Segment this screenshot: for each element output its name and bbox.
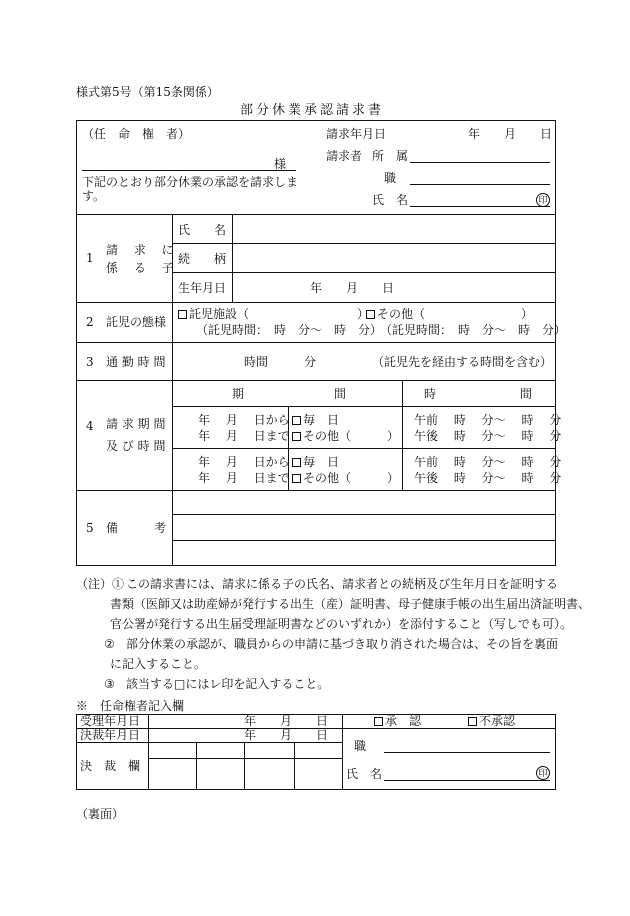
section-1-label-2: 係 る 子 — [106, 261, 180, 275]
section-3-label: 通 勤 時 間 — [106, 355, 166, 369]
divider — [244, 742, 245, 790]
period-to[interactable]: 年 月 日まで — [198, 429, 290, 443]
checkbox-icon[interactable] — [292, 432, 301, 441]
facility-label: 託児施設（ ） — [189, 307, 370, 321]
divider — [342, 714, 343, 790]
divider — [76, 742, 342, 743]
divider — [402, 380, 403, 490]
period-header-1: 期 — [232, 387, 245, 401]
time-header-2: 間 — [520, 387, 533, 401]
post-field[interactable] — [410, 184, 550, 185]
divider — [76, 214, 556, 215]
note-2-line-1: 部分休業の承認が、職員からの申請に基づき取り消された場合は、その旨を裏面 — [126, 637, 559, 651]
other-option[interactable] — [366, 308, 533, 320]
checkbox-icon[interactable] — [292, 458, 301, 467]
other-days-option[interactable] — [292, 430, 399, 442]
other-days-label: その他（ ） — [303, 429, 400, 443]
checkbox-icon[interactable] — [366, 310, 375, 319]
section-1-label-1: 請 求 に — [106, 243, 180, 257]
checkbox-icon[interactable] — [468, 717, 477, 726]
decided-date-label: 決裁年月日 — [80, 728, 141, 742]
divider — [232, 214, 233, 302]
section-5-number: 5 — [86, 521, 94, 535]
period-to[interactable]: 年 月 日まで — [198, 471, 290, 485]
other-days-option[interactable] — [292, 472, 399, 484]
daily-option[interactable] — [292, 456, 339, 468]
note-2-head: ② — [104, 637, 115, 651]
authority-name-label: 氏 名 — [346, 767, 383, 781]
authority-name-field[interactable] — [384, 780, 550, 781]
divider — [76, 302, 556, 303]
divider — [294, 742, 295, 790]
approve-label: 承 認 — [385, 714, 422, 728]
time-header-1: 時 — [424, 387, 437, 401]
period-from[interactable]: 年 月 日から — [198, 413, 290, 427]
divider — [148, 714, 149, 790]
child-birth-value[interactable]: 年 月 日 — [310, 281, 395, 295]
dept-label: 所 属 — [372, 149, 409, 163]
checkbox-icon[interactable] — [178, 310, 187, 319]
checkbox-icon[interactable] — [292, 416, 301, 425]
checkbox-icon[interactable] — [292, 474, 301, 483]
facility-option[interactable] — [178, 308, 369, 320]
divider — [76, 490, 556, 491]
period-header-2: 間 — [334, 387, 347, 401]
form-number: 様式第5号（第15条関係） — [76, 85, 219, 99]
note-2-line-2: に記入すること。 — [110, 657, 207, 671]
authority-heading: ※ 任命権者記入欄 — [76, 699, 185, 713]
checkbox-icon[interactable] — [374, 717, 383, 726]
divider — [172, 272, 556, 273]
pm-time[interactable]: 午後 時 分～ 時 分 — [414, 471, 562, 485]
other-label: その他（ ） — [377, 307, 534, 321]
pm-time[interactable]: 午後 時 分～ 時 分 — [414, 429, 562, 443]
request-date-value[interactable]: 年 月 日 — [468, 127, 553, 141]
dept-field[interactable] — [410, 162, 550, 163]
section-2-number: 2 — [86, 315, 94, 329]
remarks-line[interactable] — [172, 514, 556, 515]
am-time[interactable]: 午前 時 分～ 時 分 — [414, 455, 562, 469]
divider — [76, 380, 556, 381]
child-relation-label: 続 柄 — [178, 252, 227, 266]
section-2-label: 託児の態様 — [106, 315, 167, 329]
name-field[interactable] — [410, 206, 550, 207]
divider — [172, 448, 556, 449]
seal-icon: 印 — [536, 766, 550, 780]
divider — [172, 406, 556, 407]
divider — [172, 243, 556, 244]
section-3-number: 3 — [86, 355, 94, 369]
sama-label: 様 — [274, 157, 287, 171]
note-3-line-1: 該当する□にはレ印を記入すること。 — [126, 677, 330, 691]
approve-option[interactable] — [374, 715, 421, 727]
form-title: 部分休業承認請求書 — [240, 103, 385, 118]
commute-time-value[interactable]: 時間 分 — [244, 355, 317, 369]
received-date-value[interactable]: 年 月 日 — [244, 714, 329, 728]
seal-icon: 印 — [536, 193, 550, 207]
request-text-2: す。 — [82, 189, 106, 203]
addressee-line[interactable] — [82, 170, 296, 171]
period-from[interactable]: 年 月 日から — [198, 455, 290, 469]
child-name-label: 氏 名 — [178, 223, 227, 237]
name-label: 氏 名 — [372, 193, 409, 207]
section-4-label-1: 請 求 期 間 — [106, 417, 166, 431]
section-4-number: 4 — [86, 419, 94, 433]
note-3-head: ③ — [104, 677, 115, 691]
daily-label: 毎 日 — [303, 413, 340, 427]
facility-time: （託児時間： 時 分～ 時 分） — [196, 323, 383, 337]
other-days-label: その他（ ） — [303, 471, 400, 485]
post-label: 職 — [384, 171, 397, 185]
divider — [76, 342, 556, 343]
request-date-label: 請求年月日 — [326, 127, 387, 141]
divider — [196, 742, 197, 790]
note-1-line-3: 官公署が発行する出生届受理証明書などのいずれか）を添付すること（写しでも可）。 — [110, 617, 573, 631]
disapprove-label: 不承認 — [479, 714, 516, 728]
section-5-label: 備 考 — [106, 521, 167, 535]
divider — [148, 758, 342, 759]
child-birth-label: 生年月日 — [178, 281, 227, 295]
other-time: （託児時間： 時 分～ 時 分） — [380, 323, 567, 337]
appointer-label: （任 命 権 者） — [82, 127, 191, 141]
section-1-number: 1 — [86, 251, 94, 265]
daily-label: 毎 日 — [303, 455, 340, 469]
daily-option[interactable] — [292, 414, 339, 426]
decided-date-value[interactable]: 年 月 日 — [244, 728, 329, 742]
commute-note: （託児先を経由する時間を含む） — [372, 355, 553, 369]
received-date-label: 受理年月日 — [80, 714, 141, 728]
reverse-side-label: （裏面） — [76, 807, 125, 821]
remarks-line[interactable] — [172, 540, 556, 541]
authority-post-field[interactable] — [384, 752, 550, 753]
section-4-label-2: 及 び 時 間 — [106, 439, 166, 453]
note-1-line-1: この請求書には、請求に係る子の氏名、請求者との続柄及び生年月日を証明する — [126, 577, 559, 591]
note-1-head: （注）① — [76, 577, 125, 591]
request-text-1: 下記のとおり部分休業の承認を請求しま — [82, 175, 299, 189]
disapprove-option[interactable] — [468, 715, 515, 727]
note-1-line-2: 書類（医師又は助産婦が発行する出生（産）証明書、母子健康手帳の出生届出済証明書、 — [110, 597, 591, 611]
am-time[interactable]: 午前 時 分～ 時 分 — [414, 413, 562, 427]
requester-label: 請求者 — [326, 149, 363, 163]
authority-post-label: 職 — [354, 739, 367, 753]
approval-column-label: 決 裁 欄 — [80, 759, 141, 773]
